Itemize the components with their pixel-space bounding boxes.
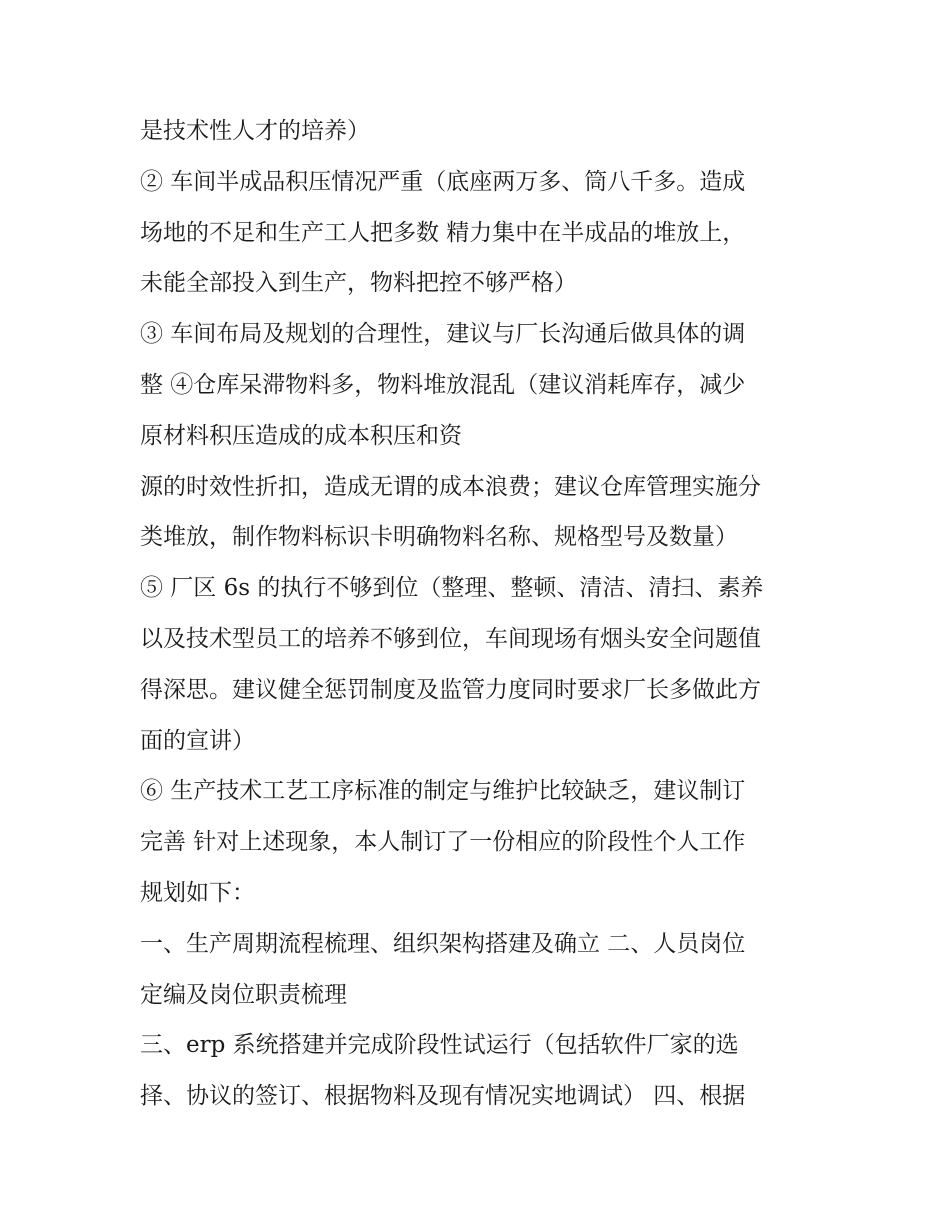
text-line-9: 类堆放，制作物料标识卡明确物料名称、规格型号及数量）	[140, 524, 738, 551]
text-line-2: ② 车间半成品积压情况严重（底座两万多、筒八千多。造成	[140, 168, 746, 195]
text-line-12: 得深思。建议健全惩罚制度及监管力度同时要求厂长多做此方	[140, 676, 761, 703]
text-line-15: 完善 针对上述现象，本人制订了一份相应的阶段性个人工作	[140, 829, 746, 856]
text-line-1: 是技术性人才的培养）	[140, 118, 370, 144]
text-line-7: 原材料积压造成的成本积压和资	[140, 422, 462, 449]
document-body	[140, 106, 820, 1122]
text-line-4: 未能全部投入到生产，物料把控不够严格）	[140, 270, 577, 297]
text-line-19: 三、erp 系统搭建并完成阶段性试运行（包括软件厂家的选	[140, 1032, 739, 1059]
text-line-16: 规划如下：	[140, 879, 255, 906]
text-line-3: 场地的不足和生产工人把多数 精力集中在半成品的堆放上，	[140, 219, 746, 246]
text-line-5: ③ 车间布局及规划的合理性，建议与厂长沟通后做具体的调	[140, 321, 746, 348]
text-line-6: 整 ④仓库呆滞物料多，物料堆放混乱（建议消耗库存，减少	[140, 371, 746, 398]
text-line-14: ⑥ 生产技术工艺工序标准的制定与维护比较缺乏，建议制订	[140, 778, 746, 805]
text-line-8: 源的时效性折扣，造成无谓的成本浪费；建议仓库管理实施分	[140, 473, 761, 500]
text-line-11: 以及技术型员工的培养不够到位，车间现场有烟头安全问题值	[140, 625, 761, 652]
text-line-13: 面的宣讲）	[140, 727, 255, 754]
text-line-20: 择、协议的签订、根据物料及现有情况实地调试） 四、根据	[140, 1083, 746, 1110]
text-line-18: 定编及岗位职责梳理	[140, 981, 347, 1008]
text-line-17: 一、生产周期流程梳理、组织架构搭建及确立 二、人员岗位	[140, 930, 746, 957]
text-line-10: ⑤ 厂区 6s 的执行不够到位（整理、整顿、清洁、清扫、素养	[140, 575, 764, 602]
